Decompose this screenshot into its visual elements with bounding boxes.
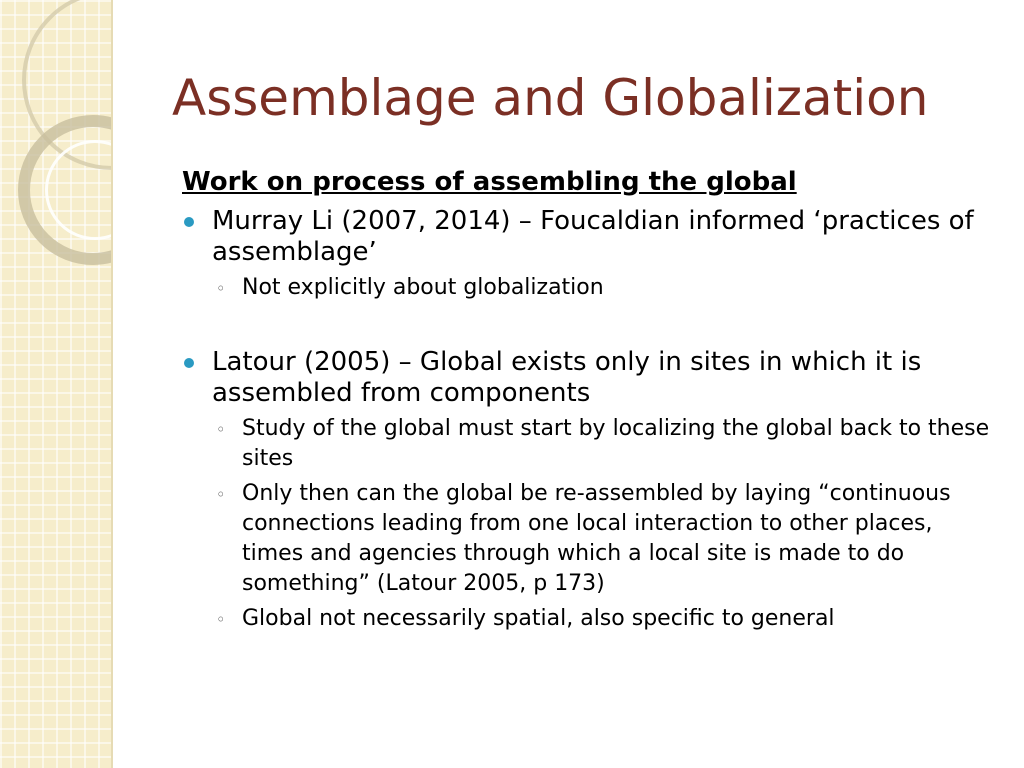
sub-bullet-item — [182, 479, 992, 599]
bullet-icon — [184, 217, 194, 227]
bullet-item — [182, 206, 992, 268]
sub-bullet-icon: ◦ — [216, 485, 226, 504]
sub-bullet-item — [182, 604, 992, 634]
sub-bullet-text: Study of the global must start by localizing the global back to these sites — [242, 416, 990, 471]
bullet-item — [182, 347, 992, 409]
bullet-text: Latour (2005) – Global exists only in sites in which it is assembled from components — [212, 347, 922, 408]
sub-bullet-icon: ◦ — [216, 279, 226, 298]
sub-bullet-item — [182, 273, 992, 303]
sub-bullet-item — [182, 414, 992, 474]
section-heading: Work on process of assembling the global — [182, 167, 797, 197]
sidebar-divider — [111, 0, 113, 768]
sub-bullet-text: Global not necessarily spatial, also specific to general — [242, 606, 835, 631]
sub-bullet-text: Only then can the global be re-assembled by laying “continuous connections leading from one local interaction to other places, times and agencies through which a local site is made to do something” (Latour 2005, p 173) — [242, 481, 951, 596]
slide-title: Assemblage and Globalization — [172, 69, 929, 127]
bullet-text: Murray Li (2007, 2014) – Foucaldian informed ‘practices of assemblage’ — [212, 206, 974, 267]
slide-content — [182, 166, 992, 634]
decorative-sidebar — [0, 0, 113, 768]
sub-bullet-text: Not explicitly about globalization — [242, 275, 604, 300]
sub-bullet-icon: ◦ — [216, 610, 226, 629]
sub-bullet-icon: ◦ — [216, 420, 226, 439]
bullet-icon — [184, 358, 194, 368]
